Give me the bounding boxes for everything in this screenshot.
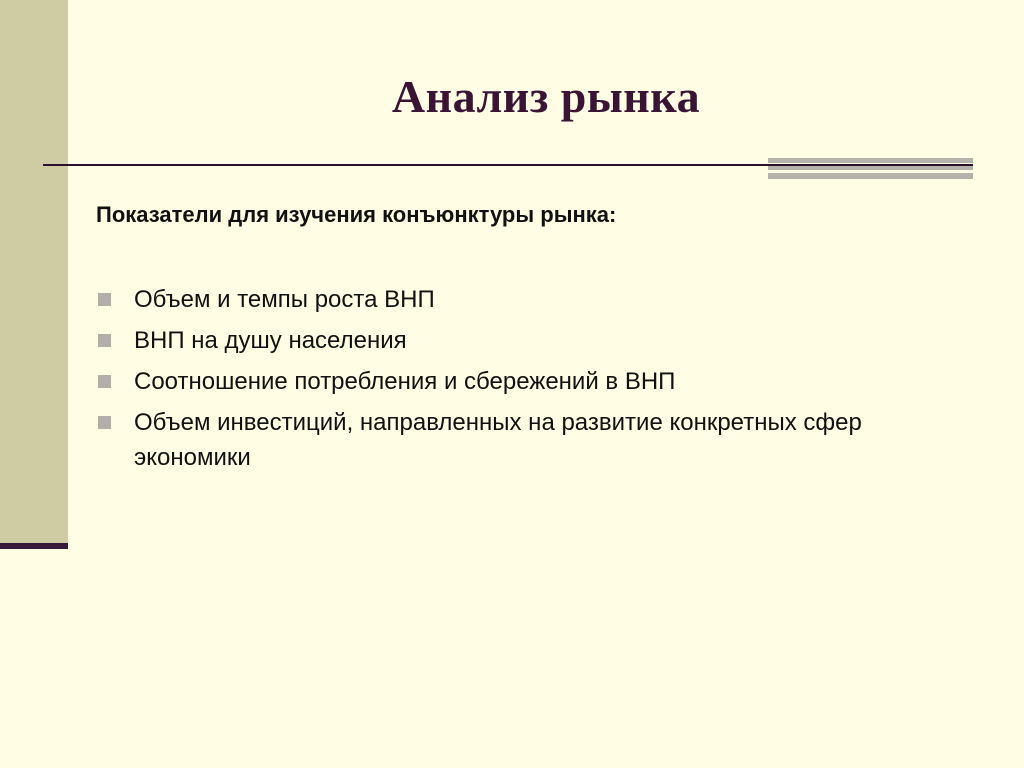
bullet-text: Соотношение потребления и сбережений в ВНП	[134, 368, 676, 395]
bullet-list	[96, 282, 956, 481]
left-band-underline	[0, 543, 68, 549]
square-bullet-icon	[98, 334, 111, 347]
bullet-text: Объем инвестиций, направленных на развитие конкретных сфер экономики	[134, 409, 862, 471]
bullet-item	[96, 282, 956, 317]
square-bullet-icon	[98, 293, 111, 306]
bullet-text: Объем и темпы роста ВНП	[134, 286, 435, 313]
square-bullet-icon	[98, 375, 111, 388]
slide-title: Анализ рынка	[391, 71, 701, 122]
bullet-text: ВНП на душу населения	[134, 327, 407, 354]
accent-bar	[768, 166, 973, 170]
accent-bar	[768, 158, 973, 163]
accent-bar	[768, 173, 973, 179]
divider-accent-bars	[768, 158, 973, 180]
bullet-item	[96, 364, 956, 399]
left-decorative-band	[0, 0, 68, 544]
slide-subtitle: Показатели для изучения конъюнктуры рынка:	[96, 202, 617, 227]
square-bullet-icon	[98, 416, 111, 429]
bullet-item	[96, 405, 956, 475]
bullet-item	[96, 323, 956, 358]
